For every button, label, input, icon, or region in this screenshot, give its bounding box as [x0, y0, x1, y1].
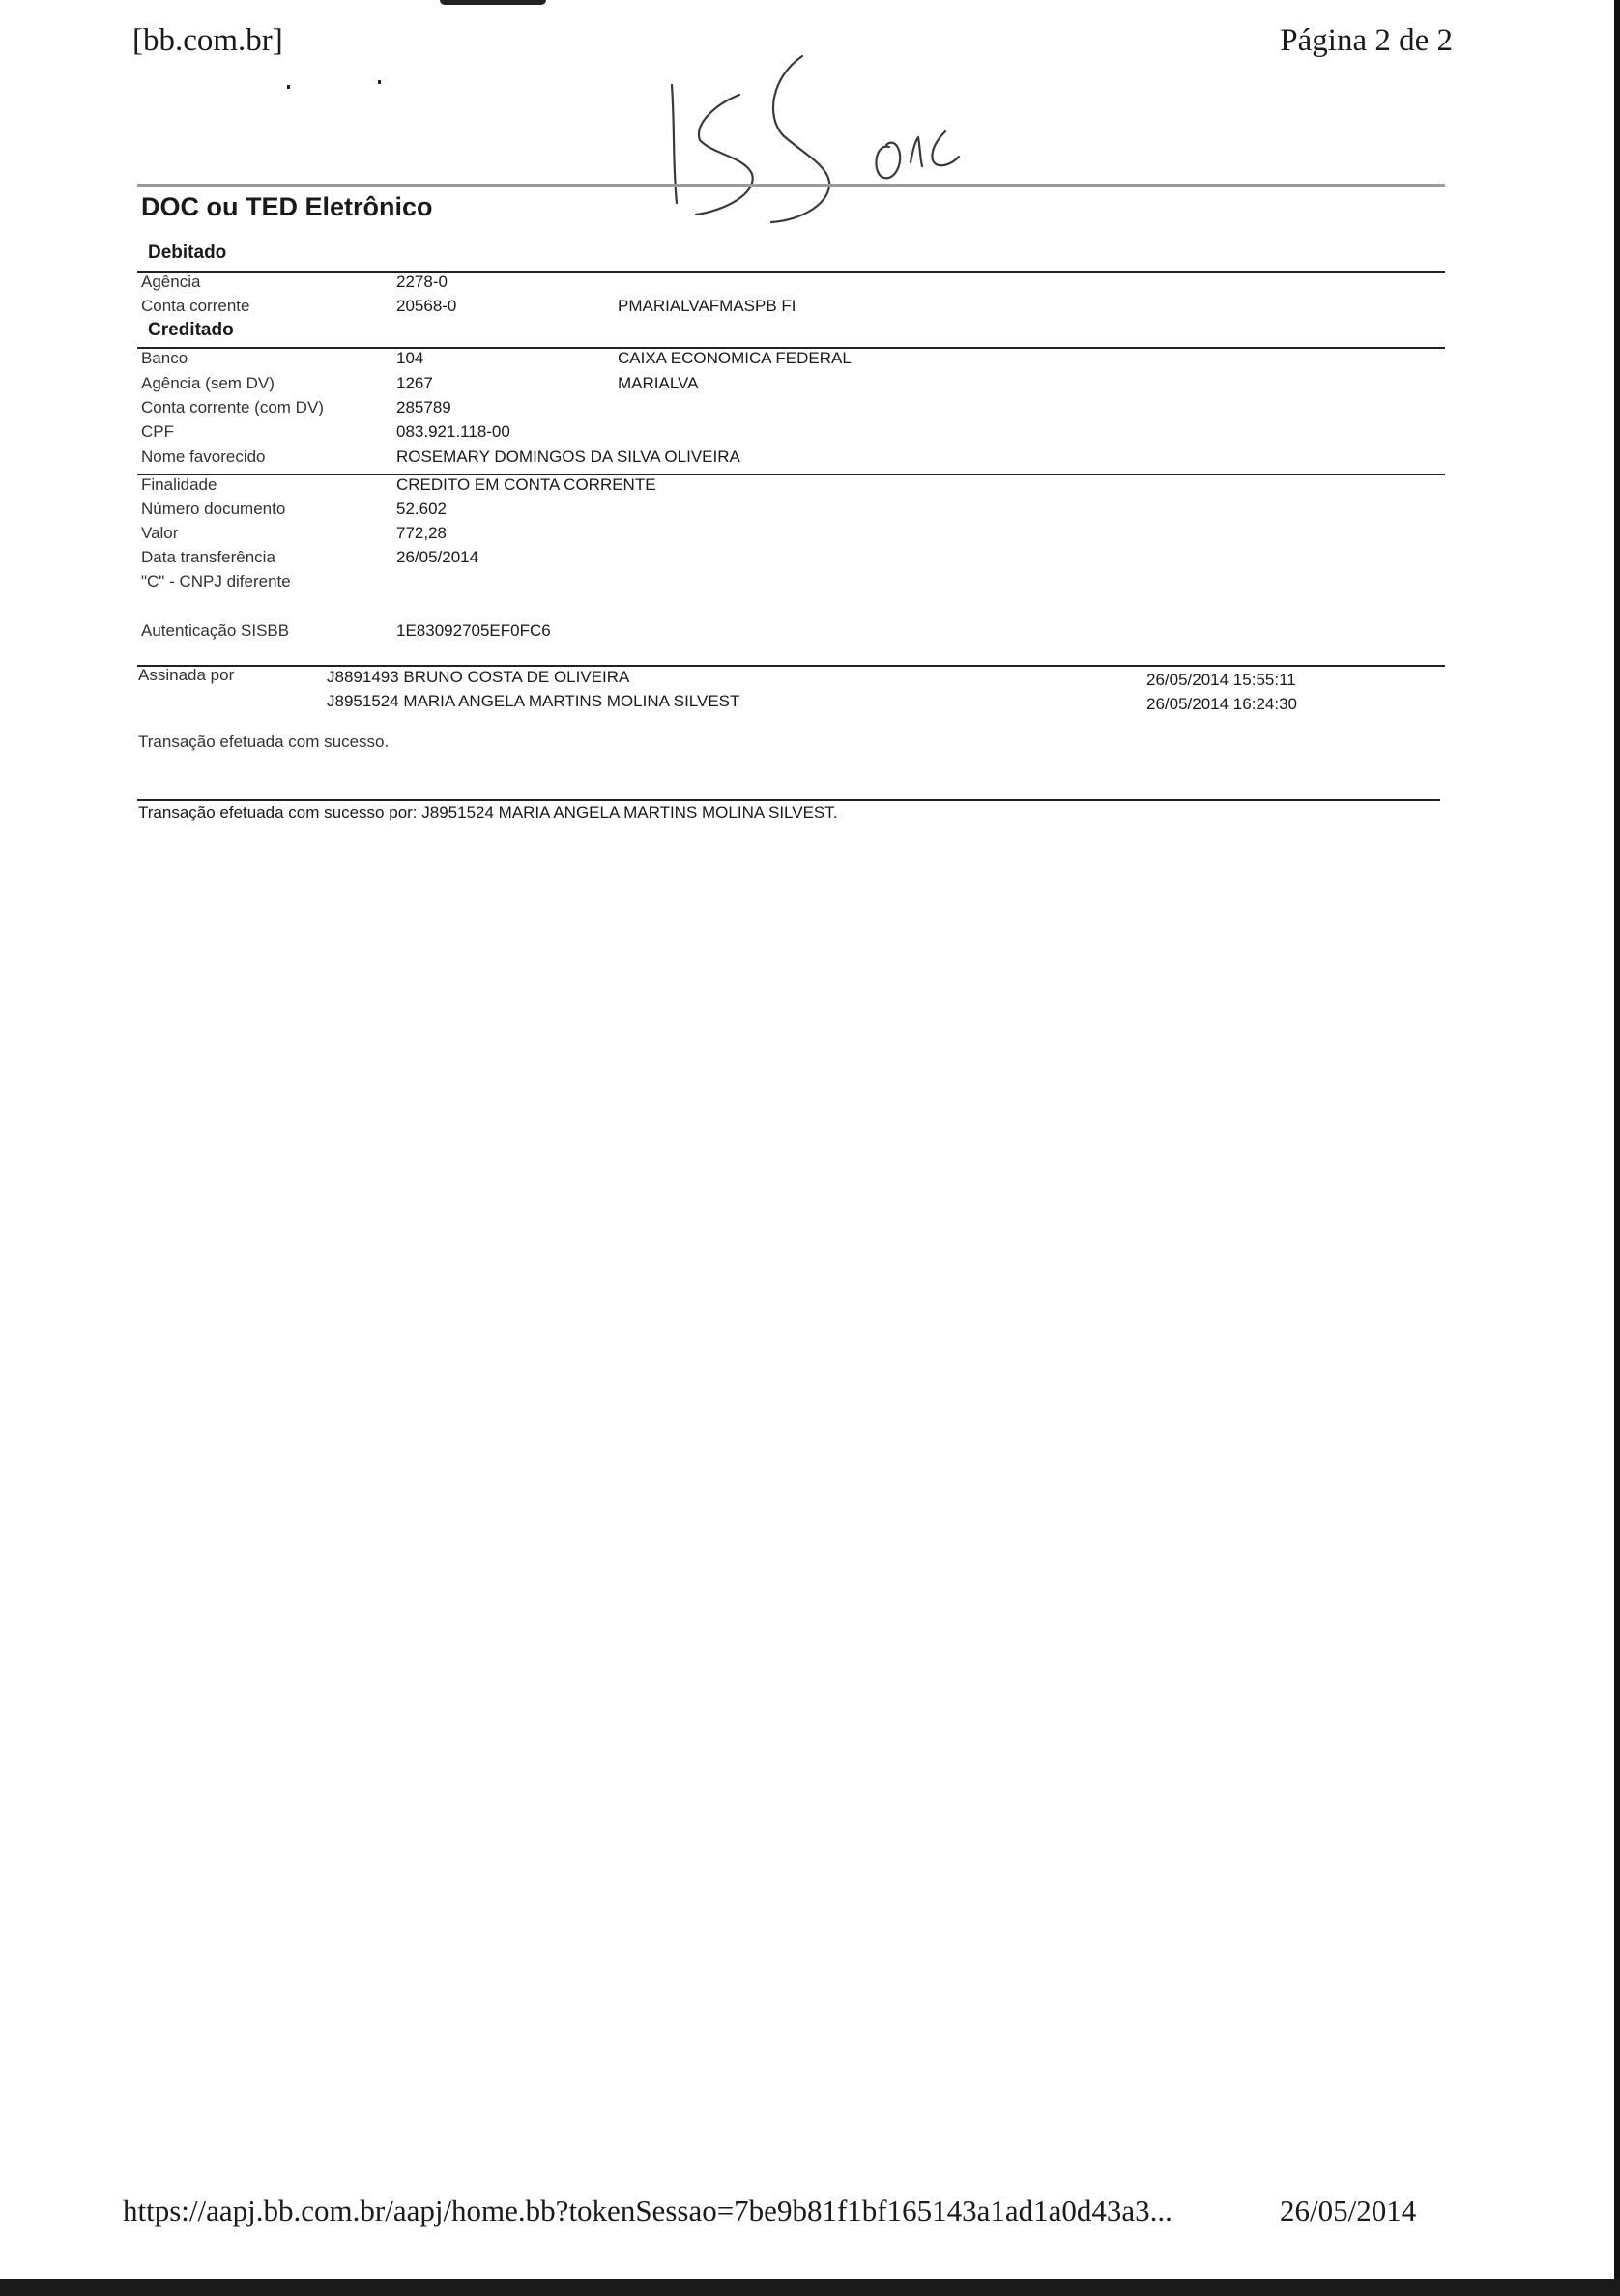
cnpj-note: "C" - CNPJ diferente: [141, 572, 291, 590]
cpf-value: 083.921.118-00: [396, 422, 510, 441]
page-title: DOC ou TED Eletrônico: [141, 192, 433, 221]
signature-datetime-1: 26/05/2014 15:55:11: [1146, 671, 1296, 689]
section-creditado: Creditado: [148, 320, 234, 340]
payee-name-value: ROSEMARY DOMINGOS DA SILVA OLIVEIRA: [396, 447, 740, 466]
document-number-label: Número documento: [141, 500, 286, 518]
transfer-date-label: Data transferência: [141, 548, 275, 566]
scan-bottom-edge: [0, 2279, 1620, 2296]
scan-right-edge: [1614, 0, 1620, 2296]
success-message: Transação efetuada com sucesso.: [138, 732, 390, 751]
signer-row-2: J8951524 MARIA ANGELA MARTINS MOLINA SILVEST: [327, 692, 740, 710]
purpose-value: CREDITO EM CONTA CORRENTE: [396, 475, 656, 494]
transfer-date-value: 26/05/2014: [396, 548, 479, 566]
credit-bank-value: 104: [396, 349, 424, 367]
authentication-label: Autenticação SISBB: [141, 621, 290, 640]
rule-signatures: [137, 665, 1445, 667]
credit-agency-label: Agência (sem DV): [141, 374, 275, 392]
credit-bank-label: Banco: [141, 349, 188, 367]
debit-account-label: Conta corrente: [141, 297, 250, 315]
rule-status: [137, 799, 1440, 801]
handwritten-annotation: [657, 48, 976, 232]
scan-speck: [378, 80, 381, 84]
debit-agency-value: 2278-0: [396, 273, 448, 291]
credit-account-label: Conta corrente (com DV): [141, 398, 324, 416]
amount-value: 772,28: [396, 524, 447, 542]
scan-speck: [287, 85, 290, 89]
payee-name-label: Nome favorecido: [141, 447, 266, 466]
scan-top-mark: [440, 0, 546, 5]
header-page-number: Página 2 de 2: [1280, 23, 1453, 58]
credit-agency-value: 1267: [396, 374, 433, 392]
rule-details: [137, 474, 1445, 475]
signed-by-label: Assinada por: [138, 666, 235, 684]
footer-date: 26/05/2014: [1280, 2194, 1417, 2227]
credit-agency-name: MARIALVA: [618, 374, 699, 392]
cpf-label: CPF: [141, 422, 174, 441]
authentication-value: 1E83092705EF0FC6: [396, 621, 551, 640]
rule-debitado: [137, 271, 1445, 273]
section-debitado: Debitado: [148, 243, 227, 263]
success-detail: Transação efetuada com sucesso por: J8951524 MARIA ANGELA MARTINS MOLINA SILVEST.: [138, 803, 838, 821]
title-rule: [137, 184, 1445, 187]
signature-datetime-2: 26/05/2014 16:24:30: [1146, 695, 1297, 713]
debit-account-name: PMARIALVAFMASPB FI: [618, 297, 796, 315]
credit-bank-name: CAIXA ECONOMICA FEDERAL: [618, 349, 852, 367]
purpose-label: Finalidade: [141, 475, 217, 494]
credit-account-value: 285789: [396, 398, 451, 416]
debit-account-value: 20568-0: [396, 297, 457, 315]
signer-row-1: J8891493 BRUNO COSTA DE OLIVEIRA: [327, 668, 630, 686]
debit-agency-label: Agência: [141, 273, 201, 291]
footer-url: https://aapj.bb.com.br/aapj/home.bb?tokenSessao=7be9b81f1bf165143a1ad1a0d43a3...: [123, 2194, 1172, 2227]
document-number-value: 52.602: [396, 500, 447, 518]
amount-label: Valor: [141, 524, 179, 542]
header-source: [bb.com.br]: [132, 23, 283, 58]
